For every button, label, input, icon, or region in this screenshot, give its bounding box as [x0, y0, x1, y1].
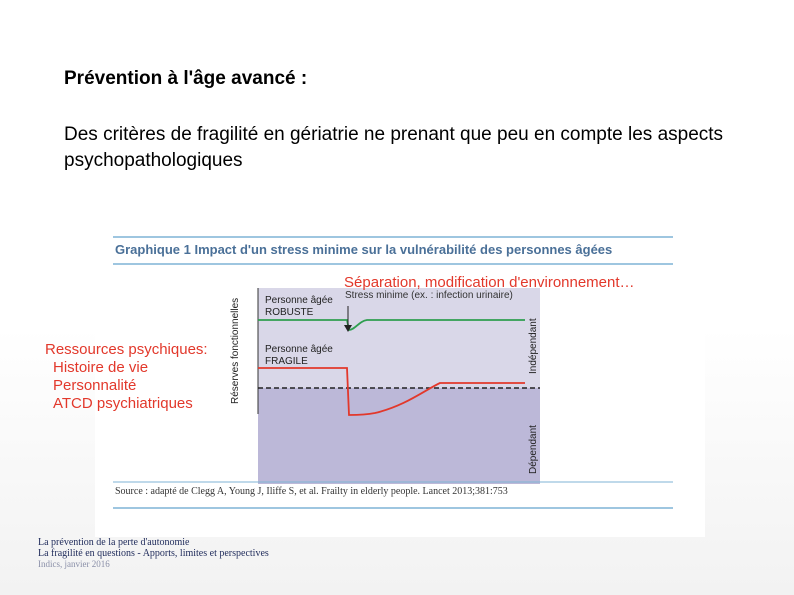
footer-line2: La fragilité en questions - Apports, limites et perspectives — [38, 548, 269, 559]
stress-label: Stress minime (ex. : infection urinaire) — [345, 290, 513, 301]
robust-label-line1: Personne âgée — [265, 295, 333, 306]
footer-line1: La prévention de la perte d'autonomie — [38, 537, 190, 548]
slide-footer — [38, 537, 269, 570]
slide-subtitle: Des critères de fragilité en gériatrie ne prenant que peu en compte les aspects psychopathologiques — [64, 124, 724, 171]
fragile-label — [265, 344, 333, 368]
resources-item: ATCD psychiatriques — [53, 395, 193, 412]
fragile-label-line2: FRAGILE — [265, 356, 308, 367]
dependent-label: Dépendant — [528, 425, 539, 474]
y-axis-label: Réserves fonctionnelles — [230, 297, 241, 404]
resources-heading: Ressources psychiques: — [45, 341, 208, 358]
dependency-area — [258, 388, 540, 484]
event-annotation: Séparation, modification d'environnement… — [344, 274, 635, 291]
robust-label — [265, 295, 333, 319]
resources-item: Histoire de vie — [53, 359, 149, 376]
figure-source: Source : adapté de Clegg A, Young J, Iliffe S, et al. Frailty in elderly people. Lancet 2013;381:753 — [115, 486, 508, 497]
slide-title: Prévention à l'âge avancé : — [64, 68, 308, 89]
robust-label-line2: ROBUSTE — [265, 307, 314, 318]
resources-item: Personnalité — [53, 377, 137, 394]
footer-line3: Indics, janvier 2016 — [38, 559, 110, 569]
fragile-label-line1: Personne âgée — [265, 344, 333, 355]
figure-title: Graphique 1 Impact d'un stress minime sur la vulnérabilité des personnes âgées — [115, 242, 613, 257]
psychic-resources-callout — [45, 341, 208, 413]
independent-label: Indépendant — [528, 318, 539, 374]
